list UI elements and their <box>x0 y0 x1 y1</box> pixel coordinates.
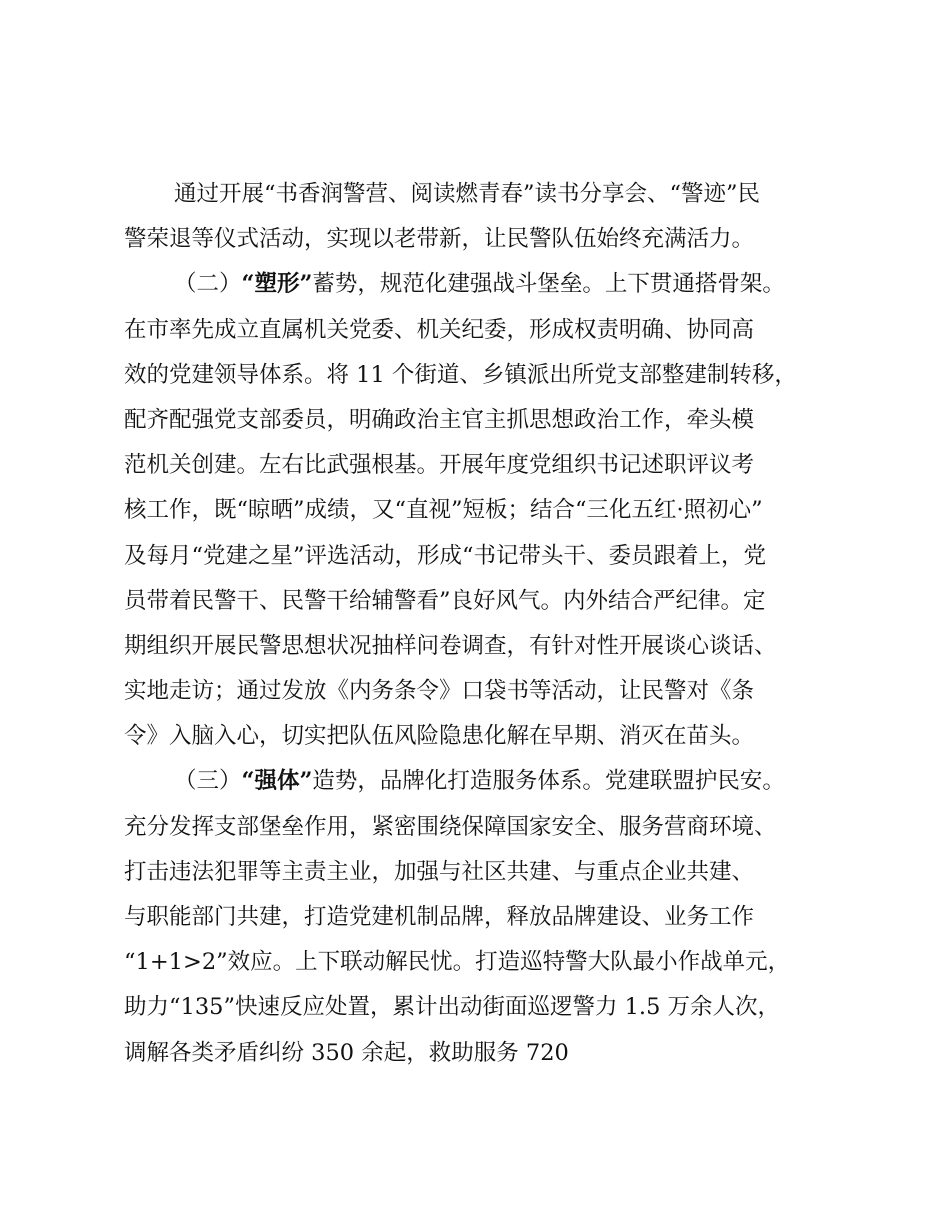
document-body <box>124 172 859 1076</box>
paragraph-3 <box>124 759 859 1075</box>
paragraph-line: 核工作，既“晾晒”成绩，又“直视”短板；结合“三化五红·照初心” <box>124 497 763 524</box>
section-heading-rest: 造势，品牌化打造服务体系。党建联盟护民安。 <box>312 768 785 795</box>
section-heading-rest: 蓄势，规范化建强战斗堡垒。上下贯通搭骨架。 <box>312 271 785 298</box>
section-number: （二） <box>174 271 242 298</box>
paragraph-line: 与职能部门共建，打造党建机制品牌，释放品牌建设、业务工作 <box>124 904 755 930</box>
paragraph-line: 员带着民警干、民警干给辅警看”良好风气。内外结合严纪律。定 <box>124 587 766 614</box>
paragraph-line: 范机关创建。左右比武强根基。开展年度党组织书记述职评议考 <box>124 452 755 479</box>
paragraph-line: 助力“135”快速反应处置，累计出动街面巡逻警力 1.5 万余人次， <box>124 994 781 1021</box>
paragraph-line: “1+1>2”效应。上下联动解民忧。打造巡特警大队最小作战单元， <box>124 949 791 976</box>
paragraph-line: 调解各类矛盾纠纷 350 余起，救助服务 720 <box>124 1039 569 1066</box>
paragraph-line: 及每月“党建之星”评选活动，形成“书记带头干、委员跟着上，党 <box>124 542 767 569</box>
paragraph-line: 充分发挥支部堡垒作用，紧密围绕保障国家安全、服务营商环境、 <box>124 813 777 840</box>
paragraph-line: 打击违法犯罪等主责主业，加强与社区共建、与重点企业共建、 <box>124 858 755 885</box>
paragraph-line: 效的党建领导体系。将 11 个街道、乡镇派出所党支部整建制转移， <box>124 361 797 388</box>
section-number: （三） <box>174 768 242 795</box>
section-heading-line <box>124 262 859 307</box>
paragraph-line: 通过开展“书香润警营、阅读燃青春”读书分享会、“警迹”民 <box>174 181 761 207</box>
paragraph-line: 实地走访；通过发放《内务条令》口袋书等活动，让民警对《条 <box>124 678 755 705</box>
paragraph-line: 期组织开展民警思想状况抽样问卷调查，有针对性开展谈心谈话、 <box>124 632 777 659</box>
paragraph-line: 在市率先成立直属机关党委、机关纪委，形成权责明确、协同高 <box>124 316 755 343</box>
paragraph-1 <box>124 172 859 262</box>
paragraph-line: 令》入脑入心，切实把队伍风险隐患化解在早期、消灭在苗头。 <box>124 723 755 750</box>
section-heading-line <box>124 759 859 804</box>
paragraph-line: 配齐配强党支部委员，明确政治主官主抓思想政治工作，牵头模 <box>124 406 755 433</box>
section-keyword: “塑形” <box>241 271 313 298</box>
paragraph-line: 警荣退等仪式活动，实现以老带新，让民警队伍始终充满活力。 <box>124 226 755 253</box>
paragraph-2 <box>124 262 859 759</box>
section-keyword: “强体” <box>241 768 313 795</box>
